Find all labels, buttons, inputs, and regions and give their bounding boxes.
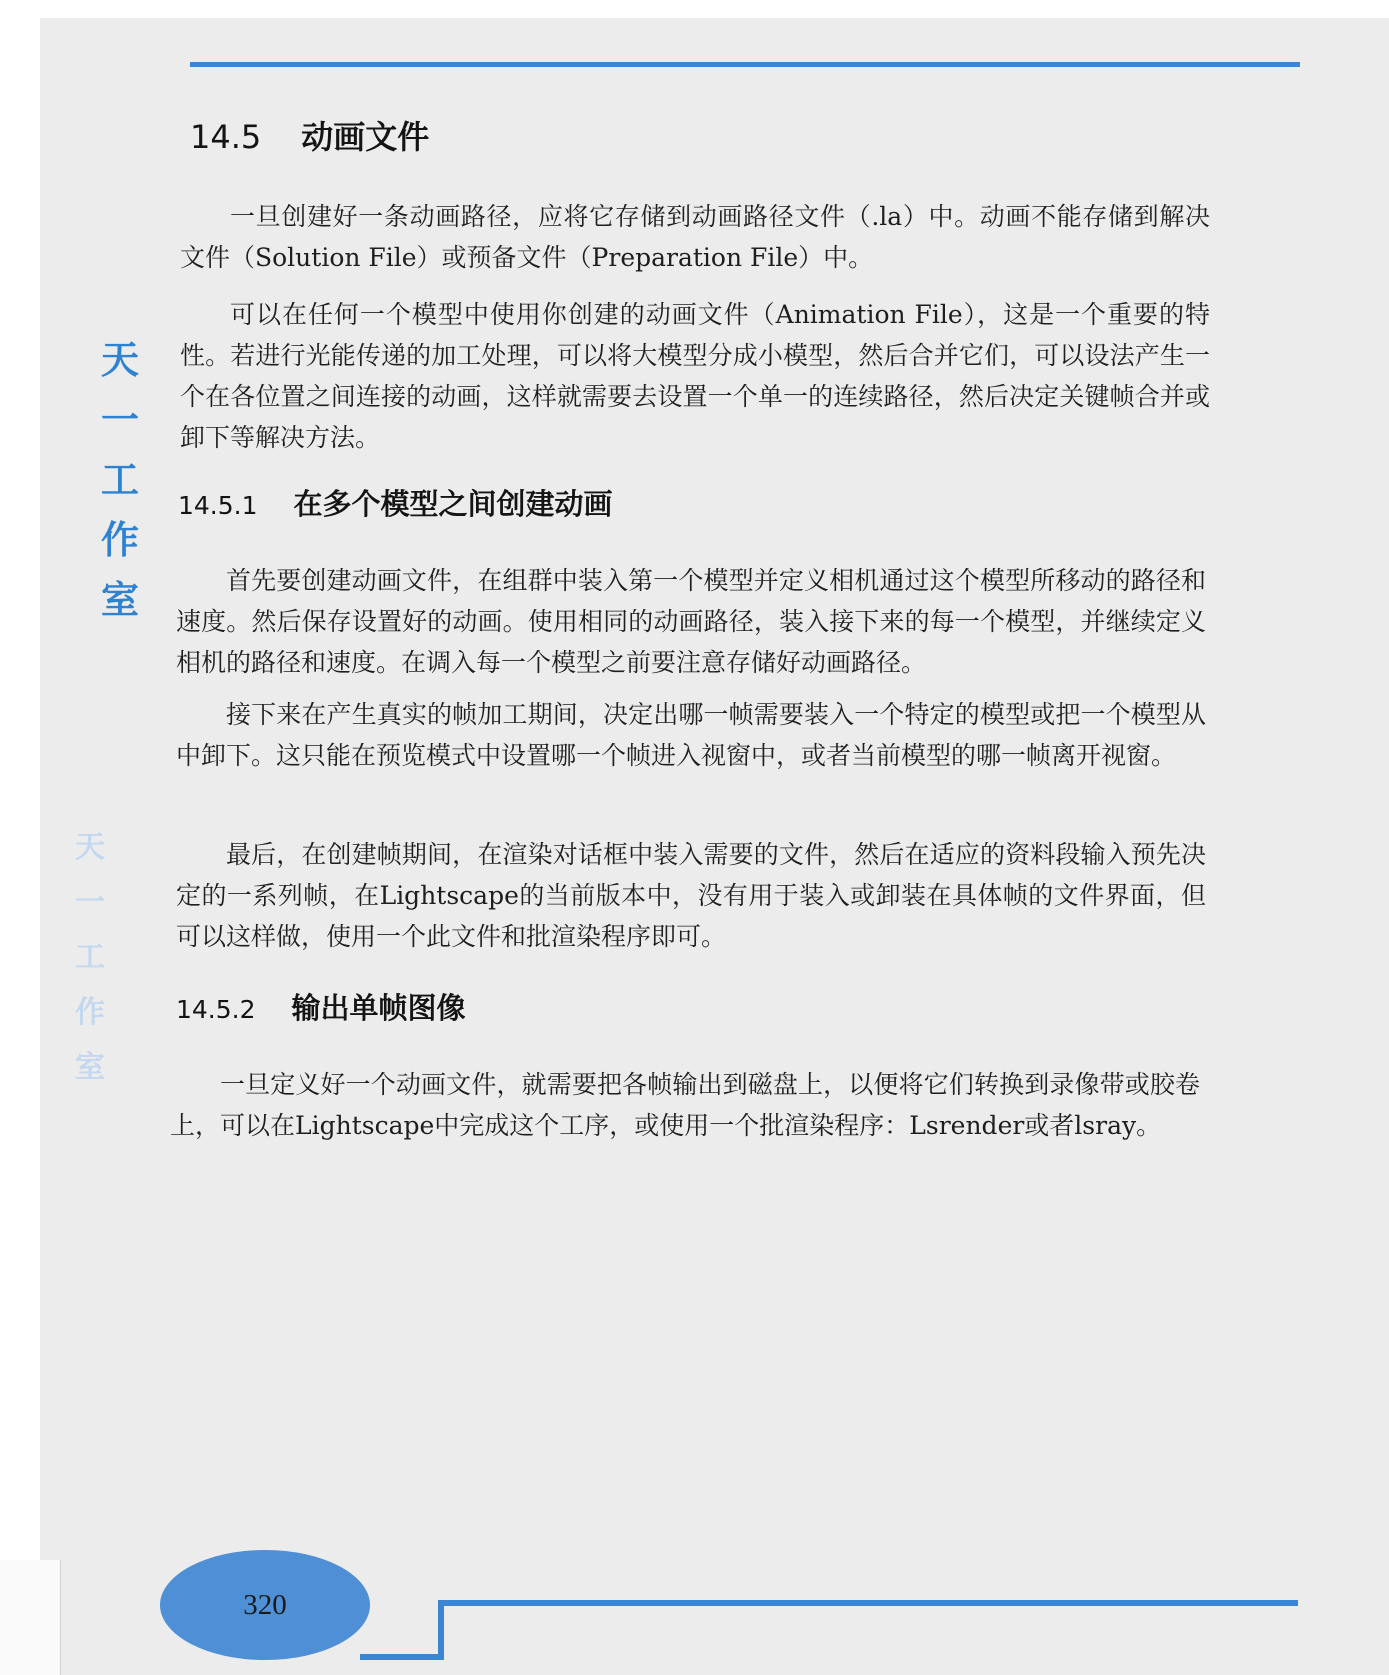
paragraph: 一旦创建好一条动画路径，应将它存储到动画路径文件（.la）中。动画不能存储到解决文件（Solution File）或预备文件（Preparation File）中。 [180, 202, 1210, 272]
footer-rule [438, 1600, 1298, 1606]
side-char: 室 [100, 577, 139, 622]
paragraph: 接下来在产生真实的帧加工期间，决定出哪一帧需要装入一个特定的模型或把一个模型从中卸下。这只能在预览模式中设置哪一个帧进入视窗中，或者当前模型的哪一帧离开视窗。 [176, 700, 1206, 770]
footer-rule-vertical [438, 1600, 444, 1660]
paragraph: 可以在任何一个模型中使用你创建的动画文件（Animation File），这是一个重要的特性。若进行光能传递的加工处理，可以将大模型分成小模型，然后合并它们，可以设法产生一个在各位置之间连接的动画，这样就需要去设置一个单一的连续路径，然后决定关键帧合并或卸下等解决方法。 [180, 300, 1210, 452]
section-title: 动画文件 [301, 118, 430, 156]
page-fold [0, 1560, 61, 1675]
side-char: 天 [100, 337, 139, 382]
page-number-badge [160, 1550, 370, 1660]
subsection-title: 输出单帧图像 [291, 991, 466, 1025]
subsection-heading [178, 482, 613, 523]
page-number: 320 [243, 1588, 287, 1621]
side-char-faint: 作 [75, 995, 105, 1030]
subsection-number: 14.5.1 [178, 491, 258, 520]
section-number: 14.5 [190, 118, 262, 156]
side-char: 一 [100, 397, 139, 442]
section-heading [190, 112, 429, 158]
paragraph: 一旦定义好一个动画文件，就需要把各帧输出到磁盘上，以便将它们转换到录像带或胶卷上，可以在Lightscape中完成这个工序，或使用一个批渲染程序：Lsrender或者lsray。 [170, 1070, 1200, 1140]
side-char: 作 [100, 517, 139, 562]
side-char-faint: 室 [75, 1050, 105, 1085]
side-char-faint: 天 [75, 830, 105, 865]
subsection-title: 在多个模型之间创建动画 [293, 487, 613, 521]
paragraph: 首先要创建动画文件，在组群中装入第一个模型并定义相机通过这个模型所移动的路径和速度。然后保存设置好的动画。使用相同的动画路径，装入接下来的每一个模型，并继续定义相机的路径和速度。在调入每一个模型之前要注意存储好动画路径。 [176, 566, 1206, 677]
side-char: 工 [100, 457, 139, 502]
subsection-heading [176, 986, 466, 1027]
side-char-faint: 工 [75, 940, 105, 975]
subsection-number: 14.5.2 [176, 995, 256, 1024]
side-title [95, 330, 145, 630]
footer-rule-short [360, 1654, 444, 1660]
side-title-faint [70, 820, 110, 1095]
paragraph: 最后，在创建帧期间，在渲染对话框中装入需要的文件，然后在适应的资料段输入预先决定的一系列帧，在Lightscape的当前版本中，没有用于装入或卸装在具体帧的文件界面，但可以这样做，使用一个此文件和批渲染程序即可。 [176, 840, 1206, 951]
top-rule [190, 62, 1300, 67]
side-char-faint: 一 [75, 885, 105, 920]
